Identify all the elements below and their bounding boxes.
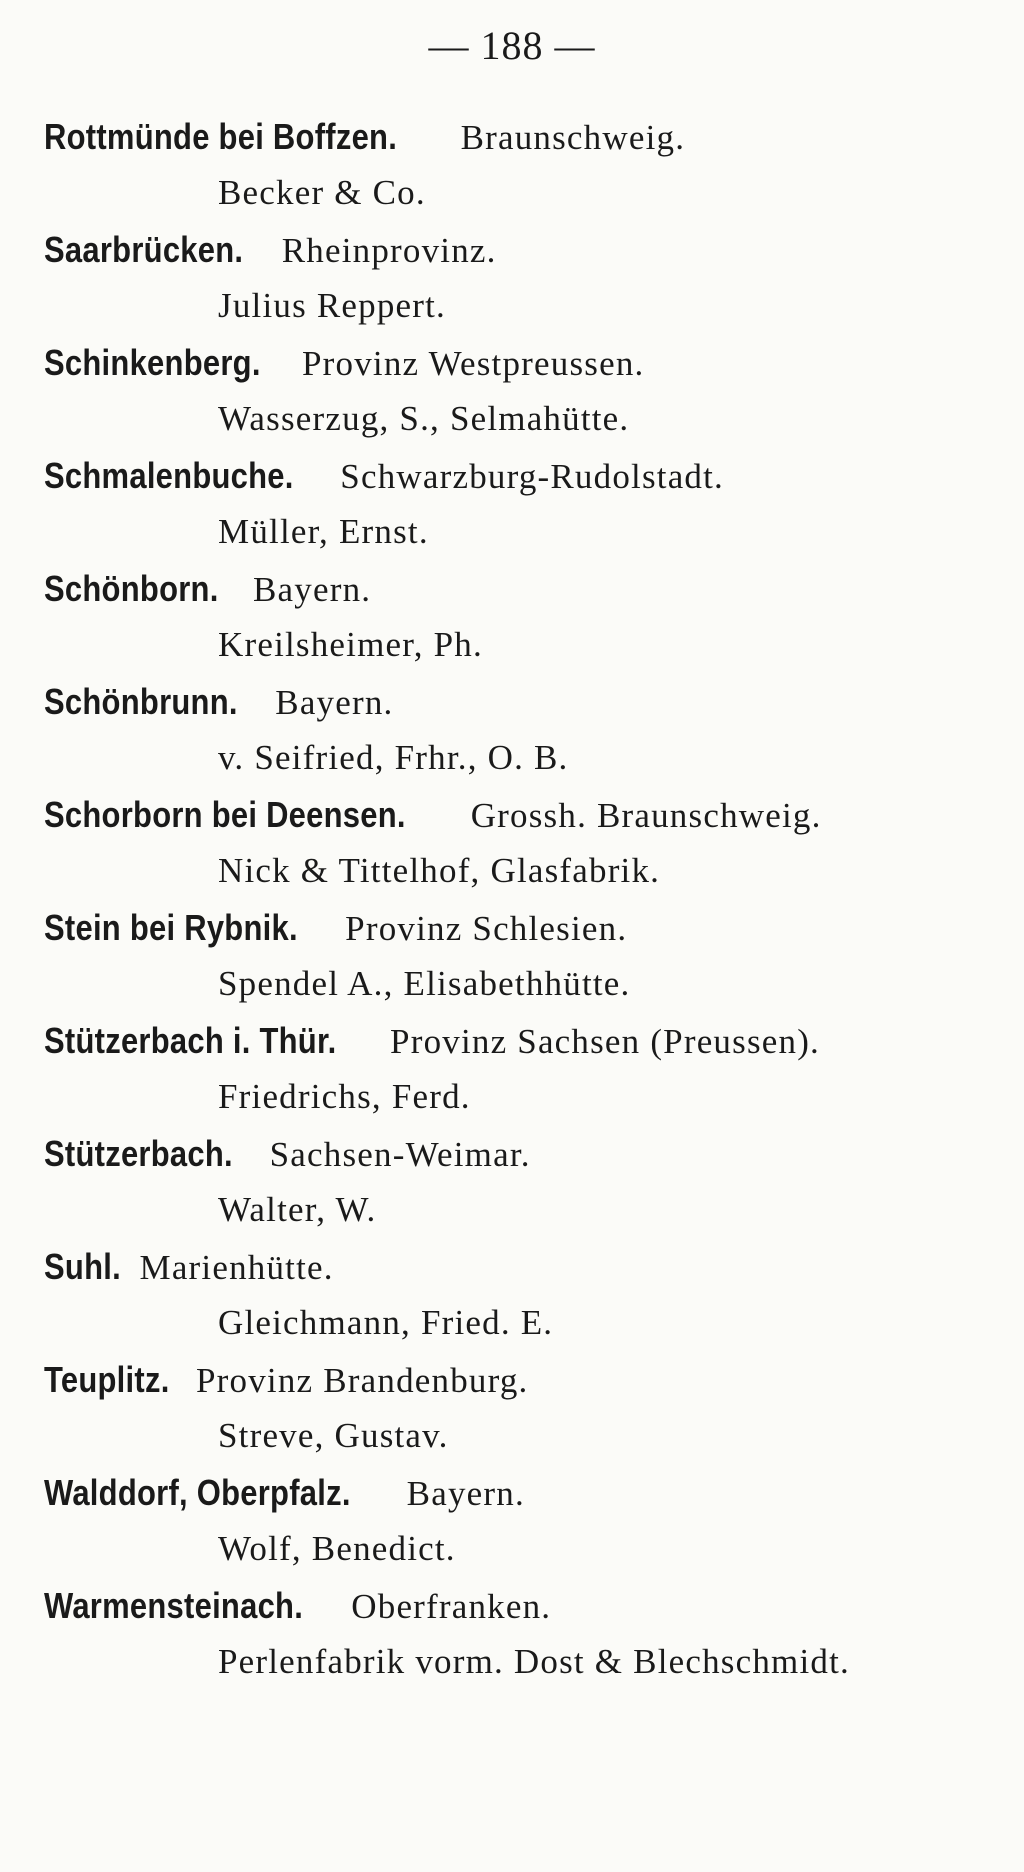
entry-heading bbox=[44, 1129, 531, 1187]
page-number: — 188 — bbox=[428, 23, 596, 68]
firm-name: Wasserzug, S., Selmahütte. bbox=[218, 399, 630, 438]
firm-name: Friedrichs, Ferd. bbox=[218, 1077, 471, 1116]
place-name: Suhl. bbox=[44, 1246, 121, 1287]
firm-name: Walter, W. bbox=[218, 1190, 377, 1229]
entry-heading bbox=[44, 1581, 551, 1639]
region-name: Schwarzburg-Rudolstadt. bbox=[340, 457, 724, 496]
place-name: Teuplitz. bbox=[44, 1359, 170, 1400]
entry-heading bbox=[44, 1242, 334, 1300]
region-name: Grossh. Braunschweig. bbox=[470, 796, 822, 835]
entry-heading bbox=[44, 451, 724, 509]
firm-name: Gleichmann, Fried. E. bbox=[218, 1303, 554, 1342]
region-name: Rheinprovinz. bbox=[281, 231, 497, 270]
entry-heading bbox=[44, 790, 822, 848]
firm-name: Perlenfabrik vorm. Dost & Blechschmidt. bbox=[218, 1642, 850, 1681]
entry-heading bbox=[44, 225, 497, 283]
firm-name: Streve, Gustav. bbox=[218, 1416, 449, 1455]
place-name: Schmalenbuche. bbox=[44, 455, 294, 496]
place-name: Schinkenberg. bbox=[44, 342, 261, 383]
entry-heading bbox=[44, 903, 627, 961]
place-name: Stützerbach i. Thür. bbox=[44, 1020, 337, 1061]
place-name: Schönborn. bbox=[44, 568, 219, 609]
entry-heading bbox=[44, 1468, 525, 1526]
place-name: Stützerbach. bbox=[44, 1133, 233, 1174]
firm-name: v. Seifried, Frhr., O. B. bbox=[218, 738, 569, 777]
firm-name: Julius Reppert. bbox=[218, 286, 446, 325]
firm-name: Spendel A., Elisabethhütte. bbox=[218, 964, 631, 1003]
region-name: Bayern. bbox=[406, 1474, 525, 1513]
region-name: Provinz Schlesien. bbox=[345, 909, 628, 948]
region-name: Marienhütte. bbox=[139, 1248, 334, 1287]
entry-heading bbox=[44, 112, 685, 170]
entry-heading bbox=[44, 1355, 529, 1413]
firm-name: Kreilsheimer, Ph. bbox=[218, 625, 483, 664]
region-name: Oberfranken. bbox=[351, 1587, 552, 1626]
entry-heading bbox=[44, 1016, 820, 1074]
entry-heading bbox=[44, 564, 371, 622]
place-name: Saarbrücken. bbox=[44, 229, 244, 270]
entry-heading bbox=[44, 338, 645, 396]
place-name: Rottmünde bei Boffzen. bbox=[44, 116, 398, 157]
firm-name: Wolf, Benedict. bbox=[218, 1529, 456, 1568]
region-name: Sachsen-Weimar. bbox=[269, 1135, 531, 1174]
region-name: Braunschweig. bbox=[460, 118, 686, 157]
place-name: Schorborn bei Deensen. bbox=[44, 794, 406, 835]
firm-name: Müller, Ernst. bbox=[218, 512, 429, 551]
region-name: Bayern. bbox=[275, 683, 394, 722]
region-name: Bayern. bbox=[253, 570, 372, 609]
region-name: Provinz Sachsen (Preussen). bbox=[390, 1022, 821, 1061]
place-name: Warmensteinach. bbox=[44, 1585, 304, 1626]
place-name: Stein bei Rybnik. bbox=[44, 907, 298, 948]
place-name: Walddorf, Oberpfalz. bbox=[44, 1472, 351, 1513]
place-name: Schönbrunn. bbox=[44, 681, 238, 722]
region-name: Provinz Brandenburg. bbox=[196, 1361, 529, 1400]
firm-name: Becker & Co. bbox=[218, 173, 426, 212]
entry-heading bbox=[44, 677, 394, 735]
region-name: Provinz Westpreussen. bbox=[301, 344, 645, 383]
firm-name: Nick & Tittelhof, Glasfabrik. bbox=[218, 851, 661, 890]
